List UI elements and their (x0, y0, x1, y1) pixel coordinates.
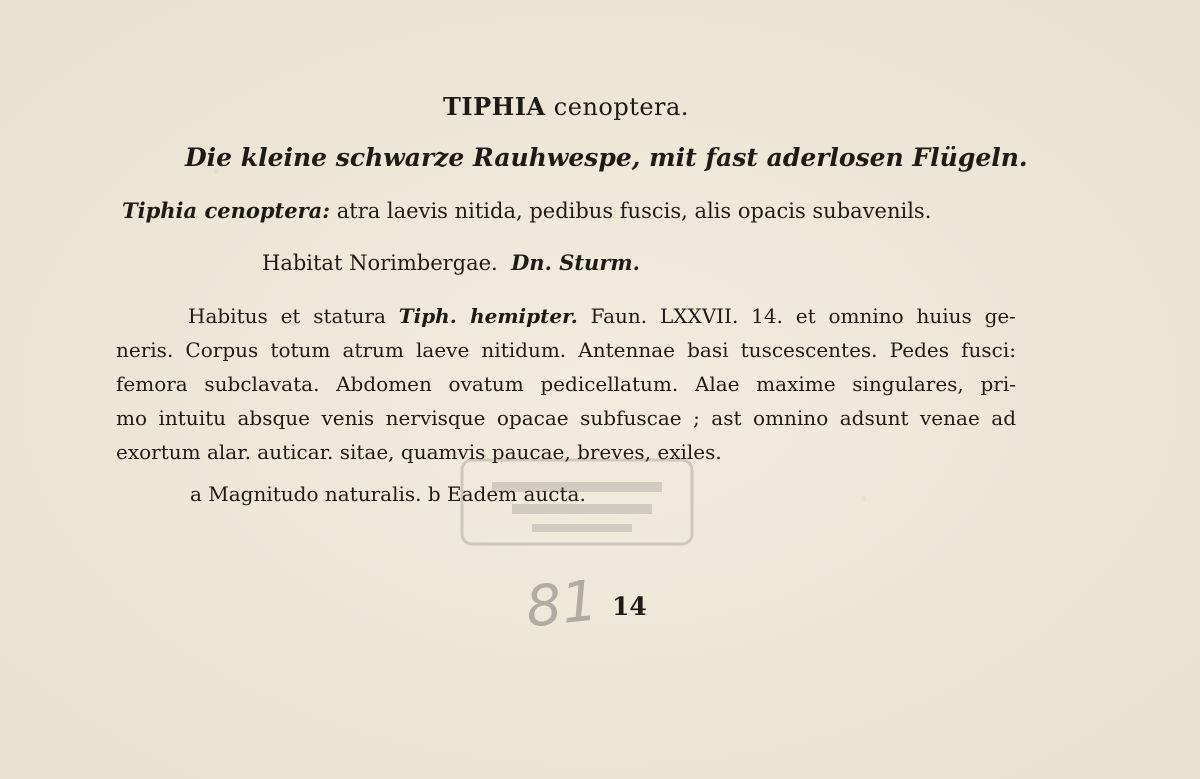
pencil-annotation: 81 (522, 568, 601, 641)
reference-name: Tiph. hemipter. (398, 304, 578, 328)
page-number: 14 (612, 592, 647, 621)
description-line: neris. Corpus totum atrum laeve nitidum. Antennae basi tuscescentes. Pedes fusci: (116, 338, 1016, 362)
description-text: Habitus et statura (188, 304, 399, 328)
genus-name: TIPHIA (443, 92, 546, 121)
german-common-name: Die kleine schwarze Rauhwespe, mit fast aderlosen Flügeln. (185, 143, 1028, 172)
library-stamp (452, 452, 702, 552)
diagnosis-name: Tiphia cenoptera: (122, 198, 331, 223)
diagnosis-line (122, 198, 931, 223)
description-line: exortum alar. auticar. sitae, quamvis paucae, breves, exiles. (116, 440, 722, 464)
description-line: mo intuitu absque venis nervisque opacae subfuscae ; ast omnino adsunt venae ad (116, 406, 1016, 430)
species-name: cenoptera. (553, 93, 689, 121)
habitat-author: Dn. Sturm. (511, 250, 640, 275)
figure-caption: a Magnitudo naturalis. b Eadem aucta. (190, 482, 586, 506)
diagnosis-text: atra laevis nitida, pedibus fuscis, alis opacis subavenils. (336, 199, 932, 223)
description-line (116, 299, 1016, 333)
habitat-text: Habitat Norimbergae. (262, 251, 498, 275)
description-text: Faun. LXXVII. 14. et omnino huius ge- (577, 304, 1016, 328)
species-title (443, 92, 689, 121)
description-paragraph (116, 299, 1016, 469)
description-line: femora subclavata. Abdomen ovatum pedicellatum. Alae maxime singulares, pri- (116, 372, 1016, 396)
habitat-line (262, 250, 640, 275)
